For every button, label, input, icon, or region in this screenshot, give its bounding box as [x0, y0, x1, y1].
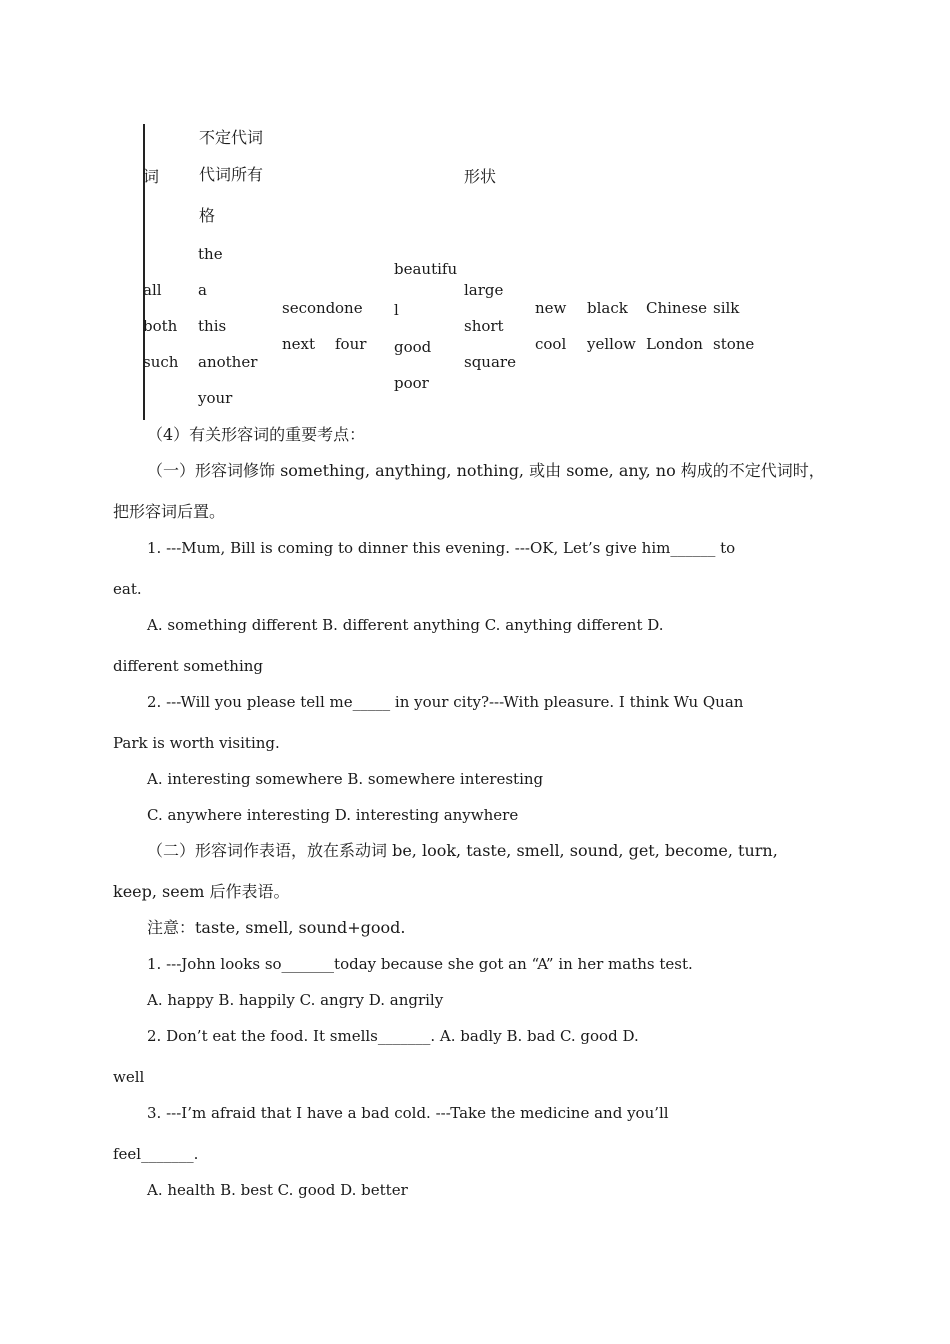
table-cell: cool: [535, 335, 567, 353]
part1-question-1-options-cont: different something: [113, 657, 264, 675]
table-cell: your: [198, 389, 233, 407]
part1-question-1-cont: eat.: [113, 580, 142, 598]
table-cell: square: [464, 353, 516, 371]
table-cell: both: [143, 317, 178, 335]
table-cell: silk: [713, 299, 740, 317]
table-cell: the: [198, 245, 223, 263]
part1-question-2: 2. ---Will you please tell me_____ in your city?---With pleasure. I think Wu Quan: [147, 693, 744, 711]
table-cell: stone: [713, 335, 755, 353]
part2-rule-line1: （二）形容词作表语，放在系动词 be, look, taste, smell, sound, get, become, turn,: [147, 841, 778, 860]
table-cell: second: [282, 299, 336, 317]
part2-note: 注意：taste, smell, sound+good.: [147, 918, 406, 937]
table-header-col1: 词: [143, 167, 160, 186]
table-cell: London: [646, 335, 703, 353]
table-cell: poor: [394, 374, 429, 392]
table-cell: such: [143, 353, 179, 371]
section-4-heading: （4）有关形容词的重要考点：: [147, 425, 366, 444]
table-cell: this: [198, 317, 227, 335]
table-cell: beautifu: [394, 260, 458, 278]
table-header-col2-line2: 代词所有: [199, 165, 264, 184]
table-cell: four: [335, 335, 367, 353]
part1-question-2-options-ab: A. interesting somewhere B. somewhere interesting: [147, 770, 544, 788]
part1-question-1-options: A. something different B. different anything C. anything different D.: [147, 616, 664, 634]
table-cell: another: [198, 353, 258, 371]
part1-question-1: 1. ---Mum, Bill is coming to dinner this evening. ---OK, Let’s give him______ to: [147, 539, 736, 557]
part1-rule-line2: 把形容词后置。: [113, 502, 226, 521]
part2-question-2: 2. Don’t eat the food. It smells_______. A. badly B. bad C. good D.: [147, 1027, 639, 1045]
table-cell: short: [464, 317, 504, 335]
table-cell: black: [587, 299, 628, 317]
part1-question-2-options-cd: C. anywhere interesting D. interesting anywhere: [147, 806, 519, 824]
table-cell: next: [282, 335, 316, 353]
part1-question-2-cont: Park is worth visiting.: [113, 734, 280, 752]
table-cell: one: [335, 299, 363, 317]
table-cell: all: [143, 281, 162, 299]
table-header-shape: 形状: [464, 167, 497, 186]
table-cell: l: [394, 301, 399, 319]
table-cell: new: [535, 299, 567, 317]
table-cell: yellow: [587, 335, 636, 353]
table-cell: large: [464, 281, 504, 299]
table-cell: good: [394, 338, 432, 356]
part2-question-3-cont: feel_______.: [113, 1145, 199, 1163]
table-header-col2-line1: 不定代词: [199, 128, 264, 147]
part2-question-1: 1. ---John looks so_______today because she got an “A” in her maths test.: [147, 955, 693, 973]
part1-rule-line1: （一）形容词修饰 something, anything, nothing, 或由 some, any, no 构成的不定代词时，: [147, 461, 825, 480]
table-header-col2-line3: 格: [199, 206, 216, 225]
part2-question-1-options: A. happy B. happily C. angry D. angrily: [147, 991, 444, 1009]
table-cell: a: [198, 281, 207, 299]
table-cell: Chinese: [646, 299, 708, 317]
part2-rule-line2: keep, seem 后作表语。: [113, 882, 290, 901]
part2-question-2-cont: well: [113, 1068, 145, 1086]
part2-question-3: 3. ---I’m afraid that I have a bad cold. ---Take the medicine and you’ll: [147, 1104, 669, 1122]
part2-question-3-options: A. health B. best C. good D. better: [147, 1181, 408, 1199]
